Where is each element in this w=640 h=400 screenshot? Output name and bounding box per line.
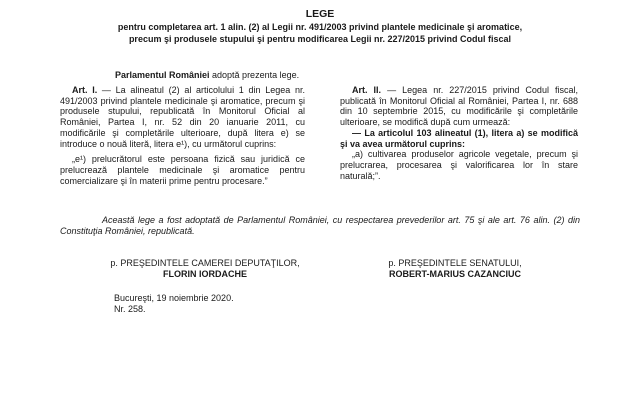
article-2-text: — Legea nr. 227/2015 privind Codul fiscal, publicată în Monitorul Oficial al României, Partea I, nr. 688 din 10 septembrie 2015, cu modificările şi completările ulterioare, se modifică după cum urmează: <box>340 85 578 128</box>
article-1 <box>60 85 305 186</box>
enacting-clause <box>115 70 299 81</box>
law-subtitle-line-2: precum şi produsele stupului şi pentru modificarea Legii nr. 227/2015 privind Codul fiscal <box>128 34 512 44</box>
article-2-quote: „a) cultivarea produselor agricole vegetale, precum şi prelucrarea, procesarea şi valorificarea lor în stare naturală;”. <box>340 149 578 181</box>
law-number: Nr. 258. <box>114 304 146 314</box>
article-2-amendment-heading: — La articolul 103 alineatul (1), litera a) se modifică şi va avea următorul cuprins: <box>340 127 578 149</box>
signature-left-name: FLORIN IORDACHE <box>163 269 247 279</box>
law-heading <box>60 8 580 45</box>
article-2-label: Art. II. <box>352 85 382 95</box>
signature-right-name: ROBERT-MARIUS CAZANCIUC <box>389 269 521 279</box>
article-2-paragraph <box>340 85 578 128</box>
enacting-body: Parlamentul României <box>115 70 210 80</box>
place-and-date <box>114 293 234 315</box>
article-2 <box>340 85 578 181</box>
signature-chamber-of-deputies <box>90 258 320 280</box>
place-date-text: Bucureşti, 19 noiembrie 2020. <box>114 293 234 303</box>
law-title: LEGE <box>305 8 335 20</box>
article-1-quote: „e¹) prelucrătorul este persoana fizică sau juridică ce prelucrează plantele medicinale şi aromatice pentru comercializare şi în materii prime pentru procesare.” <box>60 154 305 186</box>
article-1-text: — La alineatul (2) al articolului 1 din Legea nr. 491/2003 privind plantele medicinale şi aromatice, precum şi produsele stupului, republicată în Monitorul Oficial al României, Partea I, nr. 52 din 20 ianuarie 2011, cu modificările şi completările ulterioare, după litera e) se introduce o nouă literă, litera e¹), cu următorul cuprins: <box>60 85 305 149</box>
signature-left-role: p. PREŞEDINTELE CAMEREI DEPUTAŢILOR, <box>110 258 300 268</box>
law-subtitle-line-1: pentru completarea art. 1 alin. (2) al Legii nr. 491/2003 privind plantele medicinale şi aromatice, <box>117 22 523 32</box>
adoption-note: Această lege a fost adoptată de Parlamentul României, cu respectarea prevederilor art. 75 şi ale art. 76 alin. (2) din Constituţia României, republicată. <box>60 215 580 236</box>
signature-right-role: p. PREŞEDINTELE SENATULUI, <box>388 258 522 268</box>
enacting-text: adoptă prezenta lege. <box>209 70 300 80</box>
signature-senate <box>355 258 555 280</box>
article-1-paragraph <box>60 85 305 149</box>
article-1-label: Art. I. <box>72 85 98 95</box>
